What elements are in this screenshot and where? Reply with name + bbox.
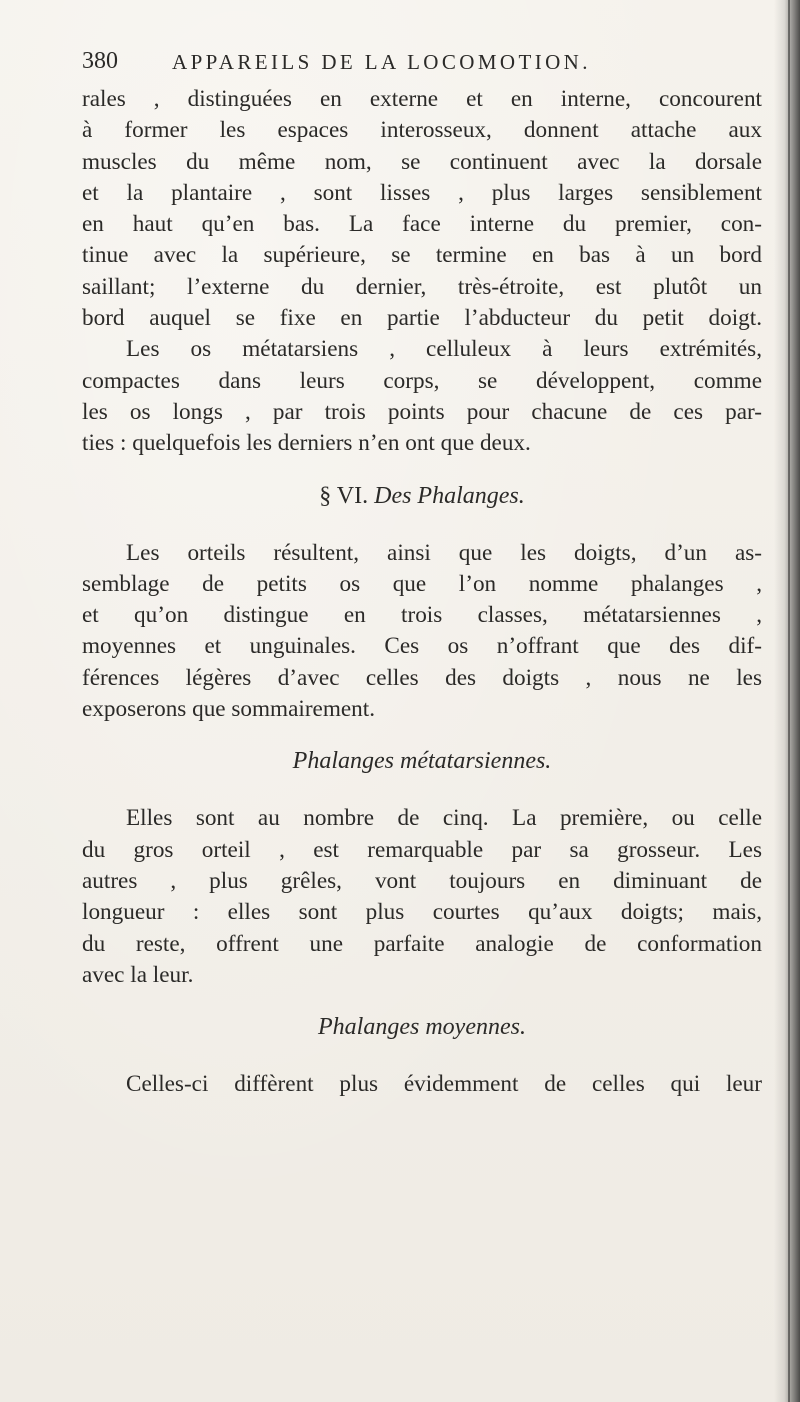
section-number: § VI. xyxy=(319,482,369,509)
text-line: saillant; l’externe du dernier, très-étroite, est plutôt un xyxy=(82,273,762,300)
paragraph-middle-phalanges xyxy=(82,1069,762,1100)
paragraph-metatarsal-phalanges xyxy=(82,803,762,991)
running-head: APPAREILS DE LA LOCOMOTION. xyxy=(172,50,591,74)
paragraph-phalanges-intro xyxy=(82,538,762,726)
text-line: rales , distinguées en externe et en interne, concourent xyxy=(82,86,762,112)
text-line: compactes dans leurs corps, se développent, comme xyxy=(82,367,762,394)
text-line: avec la leur. xyxy=(82,961,194,988)
text-line: Les os métatarsiens , celluleux à leurs extrémités, xyxy=(126,336,762,363)
text-line: Les orteils résultent, ainsi que les doigts, d’un as- xyxy=(126,539,762,566)
text-line: férences légères d’avec celles des doigts , nous ne les xyxy=(82,664,762,691)
page-body xyxy=(82,84,762,1100)
paragraph-metatarsal-development xyxy=(82,334,762,459)
subheading-metatarsal-phalanges: Phalanges métatarsiennes. xyxy=(292,748,552,775)
text-line: à former les espaces interosseux, donnent attache aux xyxy=(82,117,762,144)
text-line: et la plantaire , sont lisses , plus larges sensiblement xyxy=(82,179,762,206)
paragraph-continuation xyxy=(82,84,762,334)
text-line: autres , plus grêles, vont toujours en diminuant de xyxy=(82,867,762,894)
text-line: du reste, offrent une parfaite analogie de conformation xyxy=(82,930,762,957)
text-line: les os longs , par trois points pour chacune de ces par- xyxy=(82,398,762,425)
text-line: ties : quelquefois les derniers n’en ont que deux. xyxy=(82,430,531,457)
text-line: en haut qu’en bas. La face interne du premier, con- xyxy=(82,211,762,238)
text-line: exposerons que sommairement. xyxy=(82,696,375,723)
text-line: longueur : elles sont plus courtes qu’aux doigts; mais, xyxy=(82,899,762,926)
text-line: du gros orteil , est remarquable par sa grosseur. Les xyxy=(82,836,762,863)
page-binding-edge xyxy=(774,0,800,1402)
section-title: Des Phalanges. xyxy=(374,482,525,509)
text-line: semblage de petits os que l’on nomme phalanges , xyxy=(82,570,762,597)
text-line: moyennes et unguinales. Ces os n’offrant que des dif- xyxy=(82,633,762,660)
subheading-middle-phalanges: Phalanges moyennes. xyxy=(318,1014,526,1041)
page-header xyxy=(82,48,762,82)
text-line: bord auquel se fixe en partie l’abducteur du petit doigt. xyxy=(82,305,762,332)
text-line: Celles-ci diffèrent plus évidemment de celles qui leur xyxy=(126,1071,762,1098)
page-number: 380 xyxy=(82,48,118,74)
text-line: et qu’on distingue en trois classes, métatarsiennes , xyxy=(82,602,762,629)
text-line: muscles du même nom, se continuent avec la dorsale xyxy=(82,148,762,175)
text-line: Elles sont au nombre de cinq. La première, ou celle xyxy=(126,805,762,832)
section-heading xyxy=(82,480,762,512)
text-line: tinue avec la supérieure, se termine en bas à un bord xyxy=(82,242,762,269)
